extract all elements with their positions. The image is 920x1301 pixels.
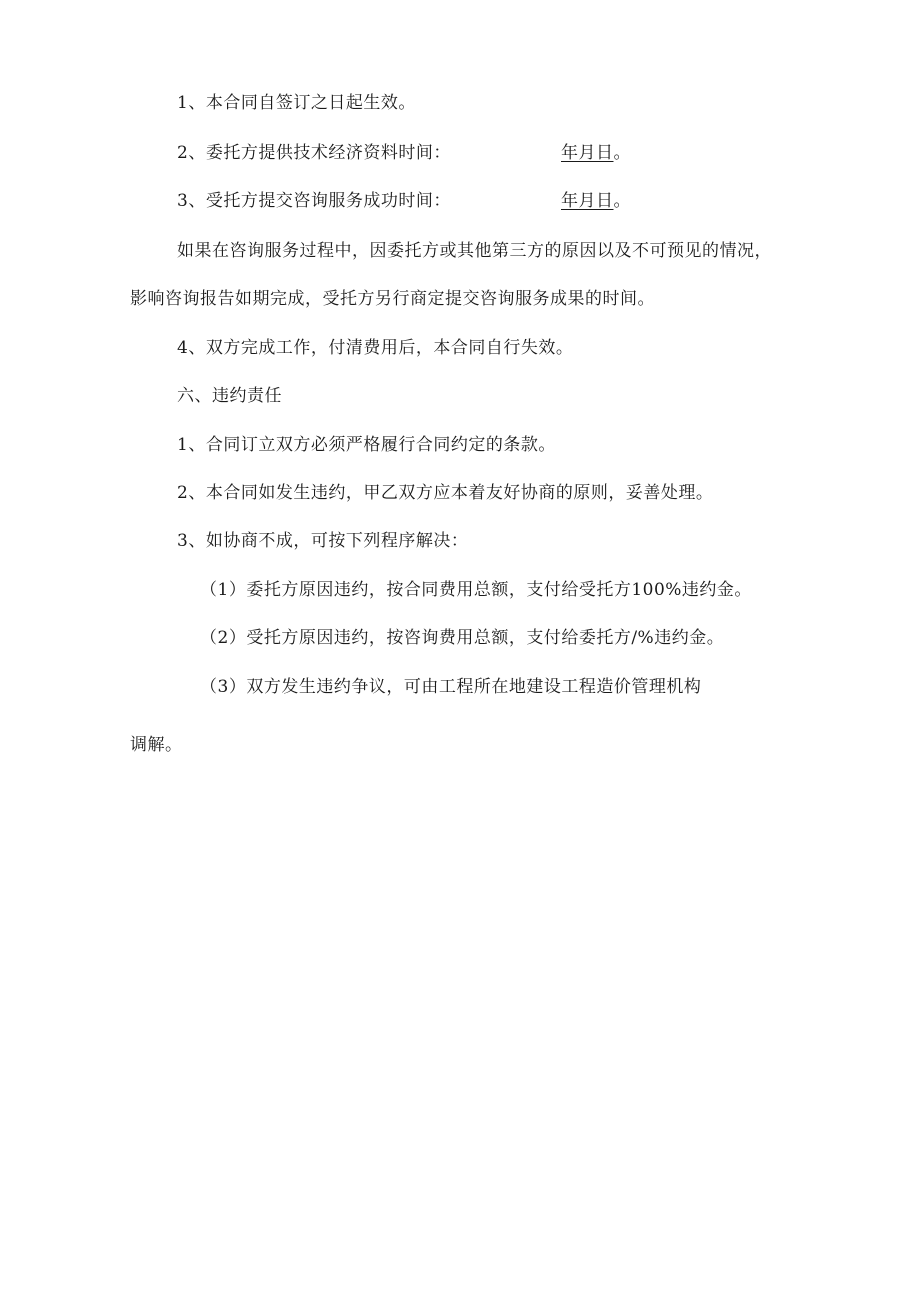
delay-paragraph-line-1: 如果在咨询服务过程中，因委托方或其他第三方的原因以及不可预见的情况，	[177, 241, 772, 261]
date-blank: 年月日	[561, 191, 614, 211]
clause-6-2: 2、本合同如发生违约，甲乙双方应本着友好协商的原则，妥善处理。	[177, 483, 714, 503]
clause-5-3-label: 3、受托方提交咨询服务成功时间：	[177, 191, 451, 211]
clause-5-2-label: 2、委托方提供技术经济资料时间：	[177, 143, 451, 163]
clause-5-3-date	[561, 189, 631, 213]
clause-6-3-item-3-continued: 调解。	[130, 735, 183, 755]
clause-6-3-item-3: （3）双方发生违约争议，可由工程所在地建设工程造价管理机构	[200, 677, 702, 697]
clause-5-4: 4、双方完成工作，付清费用后，本合同自行失效。	[177, 338, 574, 358]
date-blank: 年月日	[561, 143, 614, 163]
period: 。	[613, 143, 631, 163]
clause-6-1: 1、合同订立双方必须严格履行合同约定的条款。	[177, 435, 556, 455]
delay-paragraph-line-2: 影响咨询报告如期完成，受托方另行商定提交咨询服务成果的时间。	[130, 289, 655, 309]
clause-5-1: 1、本合同自签订之日起生效。	[177, 93, 416, 113]
clause-6-3-item-2: （2）受托方原因违约，按咨询费用总额，支付给委托方/%违约金。	[200, 628, 725, 648]
clause-6-3-item-1: （1）委托方原因违约，按合同费用总额，支付给受托方100%违约金。	[200, 580, 752, 600]
period: 。	[613, 191, 631, 211]
clause-5-2-date	[561, 141, 631, 165]
clause-6-3: 3、如协商不成，可按下列程序解决：	[177, 531, 469, 551]
section-heading-liability: 六、违约责任	[177, 386, 282, 406]
